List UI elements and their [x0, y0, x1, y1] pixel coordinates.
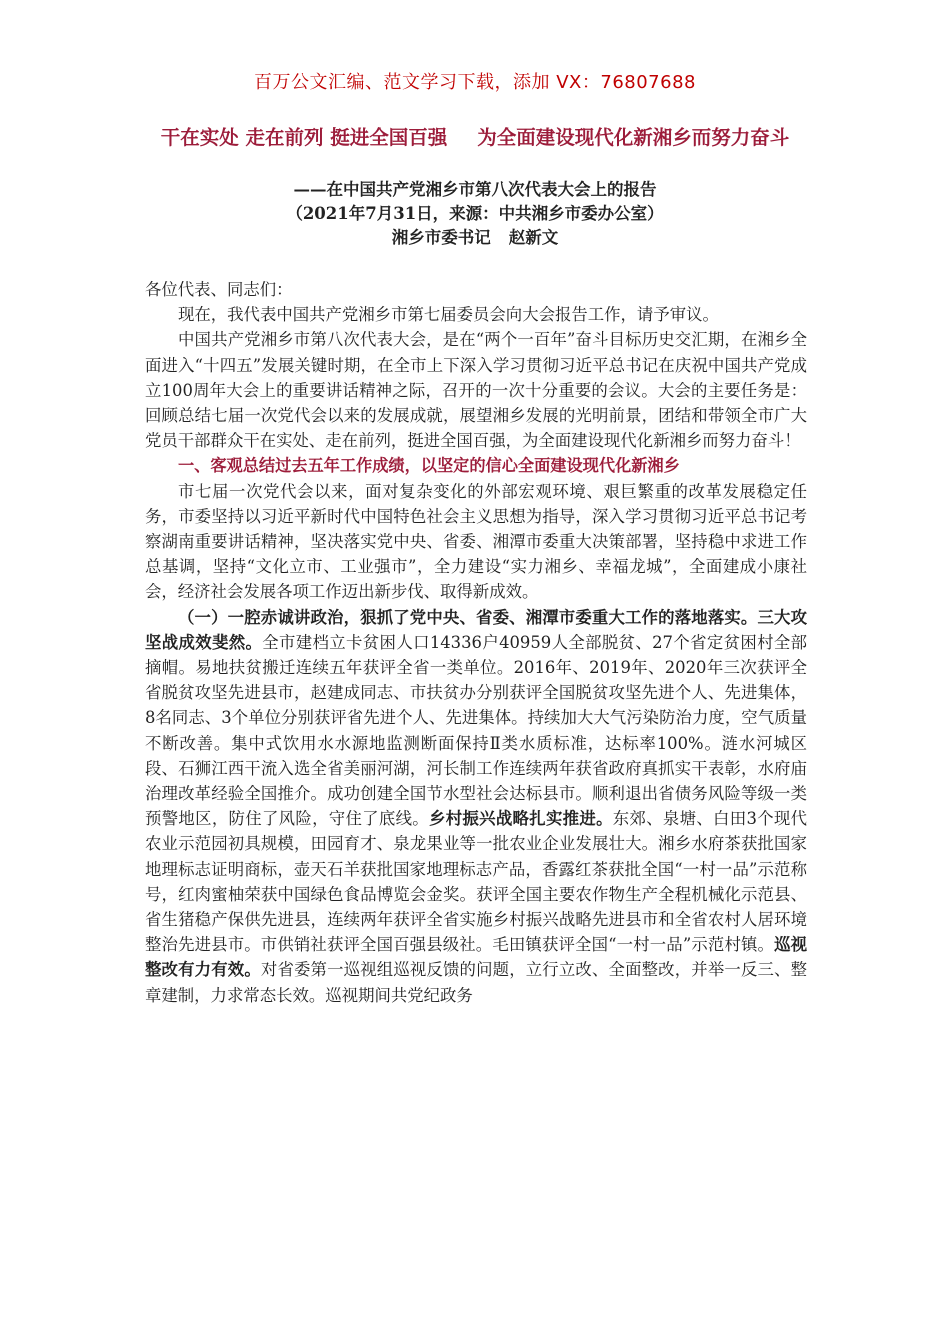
report-body	[145, 277, 807, 1008]
author-name: 赵新文	[508, 228, 559, 247]
author-line	[0, 226, 950, 250]
title-part-2: 为全面建设现代化新湘乡而努力奋斗	[477, 126, 790, 149]
rural-revitalization-heading: 乡村振兴战略扎实推进。	[429, 809, 613, 829]
salutation: 各位代表、同志们：	[145, 280, 293, 299]
paragraph-4-text-3: 对省委第一巡视组巡视反馈的问题，立行立改、全面整改，并举一反三、整章建制，力求常态长效。巡视期间共党纪政务	[145, 960, 808, 1005]
paragraph-4-text-1: 全市建档立卡贫困人口14336户40959人全部脱贫、27个省定贫困村全部摘帽。易地扶贫搬迁连续五年获评全省一类单位。2016年、2019年、2020年三次获评全省脱贫攻坚先进县市，赵建成同志、市扶贫办分别获评全国脱贫攻坚先进个人、先进集体，8名同志、3个单位分别获评省先进个人、先进集体。持续加大大气污染防治力度，空气质量不断改善。集中式饮用水水源地监测断面保持Ⅱ类水质标准，达标率100%。涟水河城区段、石狮江西干流入选全省美丽河湖，河长制工作连续两年获省政府真抓实干表彰，水府庙治理改革经验全国推介。成功创建全国节水型社会达标县市。顺利退出省债务风险等级一类预警地区，防住了风险，守住了底线。	[145, 632, 807, 829]
paragraph-4-text-2: 东郊、泉塘、白田3个现代农业示范园初具规模，田园育才、泉龙果业等一批农业企业发展壮大。湘乡水府茶获批国家地理标志证明商标，壶天石羊获批国家地理标志产品，香露红茶获批全国“一村一品”示范称号，红肉蜜柚荣获中国绿色食品博览会金奖。获评全国主要农作物生产全程机械化示范县、省生猪稳产保供先进县，连续两年获评全省实施乡村振兴战略先进县市和全省农村人居环境整治先进县市。市供销社获评全国百强县级社。毛田镇获评全国“一村一品”示范村镇。	[145, 809, 807, 955]
inspection-rectification-heading: 巡视整改有力有效。	[145, 935, 807, 980]
paragraph-1: 现在，我代表中国共产党湘乡市第七届委员会向大会报告工作，请予审议。	[178, 305, 719, 325]
paragraph-3: 市七届一次党代会以来，面对复杂变化的外部宏观环境、艰巨繁重的改革发展稳定任务，市委坚持以习近平新时代中国特色社会主义思想为指导，深入学习贯彻习近平总书记考察湖南重要讲话精神，坚决落实党中央、省委、湘潭市委重大决策部署，坚持稳中求进工作总基调，坚持“文化立市、工业强市”，全力建设“实力湘乡、幸福龙城”，全面建成小康社会，经济社会发展各项工作迈出新步伐、取得新成效。	[145, 481, 807, 602]
author-role: 湘乡市委书记	[391, 228, 491, 247]
source-note: （2021年7月31日，来源：中共湘乡市委办公室）	[286, 204, 664, 223]
title-part-1: 干在实处 走在前列 挺进全国百强	[160, 126, 448, 149]
section-heading-1: 一、客观总结过去五年工作成绩，以坚定的信心全面建设现代化新湘乡	[178, 456, 680, 476]
download-banner: 百万公文汇编、范文学习下载，添加 VX：76807688	[254, 72, 696, 93]
paragraph-2: 中国共产党湘乡市第八次代表大会，是在“两个一百年”奋斗目标历史交汇期，在湘乡全面进入“十四五”发展关键时期，在全市上下深入学习贯彻习近平总书记在庆祝中国共产党成立100周年大会上的重要讲话精神之际，召开的一次十分重要的会议。大会的主要任务是：回顾总结七届一次党代会以来的发展成就，展望湘乡发展的光明前景，团结和带领全市广大党员干部群众干在实处、走在前列，挺进全国百强，为全面建设现代化新湘乡而努力奋斗！	[145, 330, 807, 451]
subsection-heading-1: （一）一腔赤诚讲政治，狠抓了党中央、省委、湘潭市委重大工作的落地落实。三大攻坚战成效斐然。	[145, 607, 807, 652]
report-title	[140, 124, 810, 151]
report-subtitle: ——在中国共产党湘乡市第八次代表大会上的报告	[293, 180, 657, 199]
paragraph-4	[145, 605, 807, 1008]
